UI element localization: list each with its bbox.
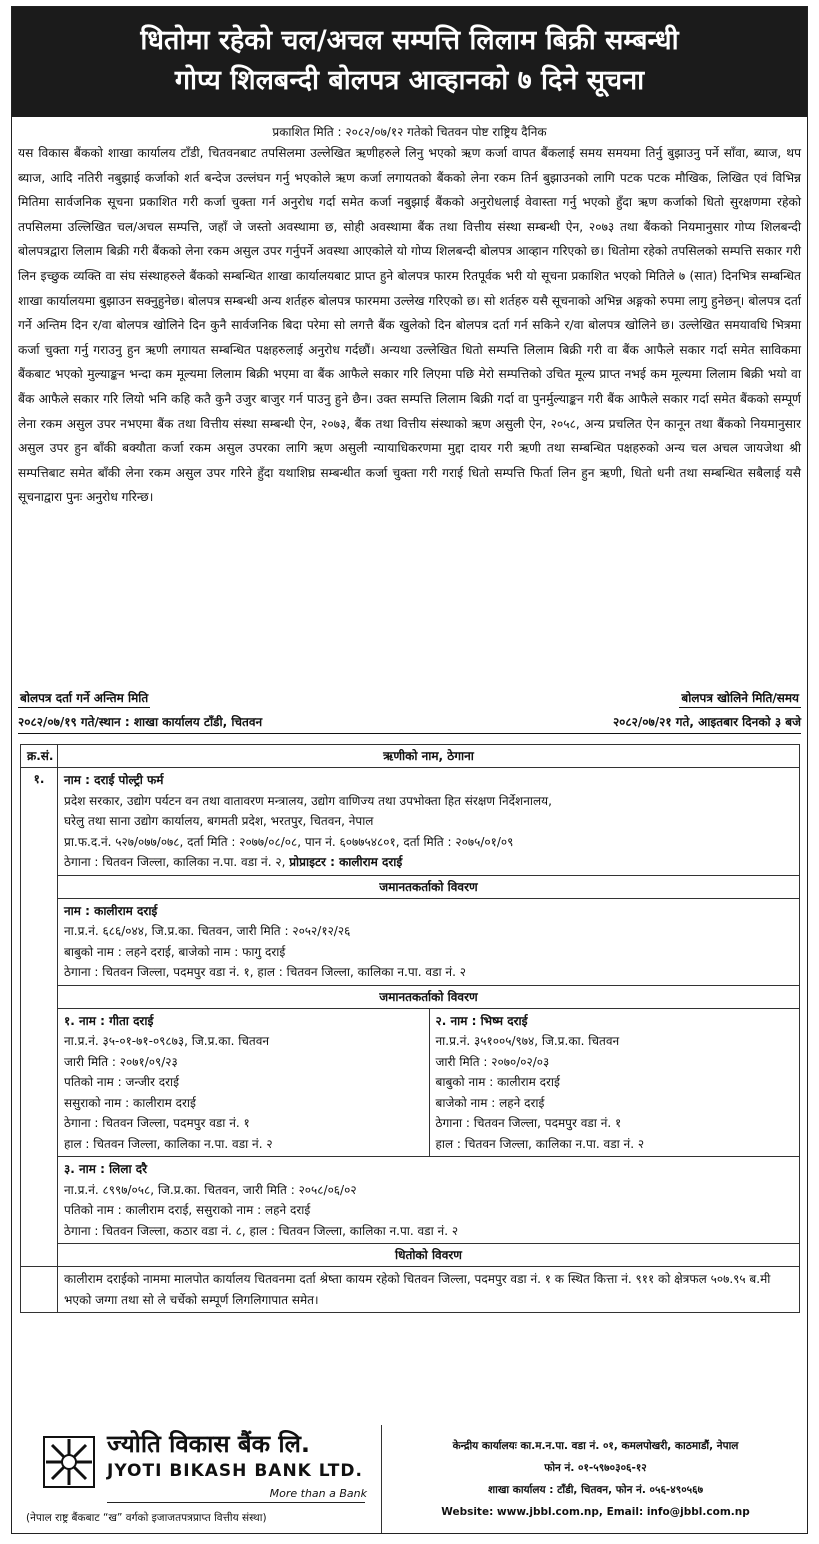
website-email: Website: www.jbbl.com.np, Email: info@jbbl.com.np bbox=[441, 1506, 750, 1518]
serial-number: १. bbox=[21, 768, 58, 1267]
borrower-details bbox=[58, 768, 800, 876]
guarantor-header-row-2 bbox=[21, 985, 800, 1008]
collateral-row bbox=[21, 1267, 800, 1313]
borrower-column-header: ऋणीको नाम, ठेगाना bbox=[58, 745, 800, 768]
guarantor-line: ना.प्र.नं. ८९९७/०५८, जि.प्र.का. चितवन, जारी मिति : २०५८/०६/०२ bbox=[64, 1182, 357, 1197]
guarantor-line: ठेगाना : चितवन जिल्ला, पदमपुर वडा नं. १ bbox=[64, 1116, 250, 1130]
guarantor-pair bbox=[58, 1008, 800, 1157]
collateral-section-header: धितोको विवरण bbox=[58, 1244, 800, 1267]
borrower-address-text: ठेगाना : चितवन जिल्ला, कालिका न.पा. वडा नं. २, bbox=[64, 855, 290, 869]
guarantor-line: ठेगाना : चितवन जिल्ला, कठार वडा नं. ८, हाल : चितवन जिल्ला, कालिका न.पा. वडा नं. २ bbox=[64, 1223, 459, 1238]
submission-deadline-label: बोलपत्र दर्ता गर्ने अन्तिम मिति bbox=[18, 688, 150, 708]
license-note: (नेपाल राष्ट्र बैंकबाट “ख” वर्गको इजाजतपत्रप्राप्त वित्तीय संस्था) bbox=[26, 1512, 267, 1524]
header-title-line-1: धितोमा रहेको चल/अचल सम्पत्ति लिलाम बिक्री सम्बन्धी bbox=[140, 25, 679, 56]
opening-date-label: बोलपत्र खोलिने मिति/समय bbox=[679, 688, 801, 708]
guarantor-card-1 bbox=[58, 1009, 429, 1157]
serial-column-header: क्र.सं. bbox=[21, 745, 58, 768]
guarantor-line: ठेगाना : चितवन जिल्ला, पदमपुर वडा नं. १, हाल : चितवन जिल्ला, कालिका न.पा. वडा नं. २ bbox=[64, 965, 466, 979]
head-office-address: केन्द्रीय कार्यालयः का.म.न.पा. वडा नं. ०१, कमलपोखरी, काठमाडौं, नेपाल bbox=[452, 1440, 739, 1452]
guarantor-header-row bbox=[21, 875, 800, 898]
guarantor-line: हाल : चितवन जिल्ला, कालिका न.पा. वडा नं. २ bbox=[64, 1136, 273, 1151]
guarantor-line: बाजेको नाम : लहने दराई bbox=[435, 1095, 545, 1110]
branch-office: शाखा कार्यालय : टाँडी, चितवन, फोन नं. ०५६-४९०५६७ bbox=[487, 1484, 704, 1496]
guarantor-name: २. नाम : भिष्म दराई bbox=[435, 1013, 528, 1028]
deadline-values bbox=[18, 709, 801, 734]
guarantor-name: नाम : कालीराम दराई bbox=[64, 903, 158, 918]
guarantor-name: १. नाम : गीता दराई bbox=[64, 1013, 154, 1028]
notice-header bbox=[12, 7, 807, 117]
tagline-rule bbox=[107, 1502, 365, 1503]
jyoti-bank-logo-icon bbox=[40, 1433, 98, 1491]
borrower-table bbox=[20, 744, 800, 1313]
bank-name-nepali: ज्योति विकास बैंक लि. bbox=[107, 1430, 310, 1458]
guarantor-main bbox=[58, 898, 800, 985]
guarantor-line: जारी मिति : २०७१/०९/२३ bbox=[64, 1054, 178, 1069]
guarantor-line: ठेगाना : चितवन जिल्ला, पदमपुर वडा नं. १ bbox=[435, 1116, 622, 1130]
guarantor-line: बाबुको नाम : कालीराम दराई bbox=[435, 1075, 560, 1089]
borrower-name: नाम : दराई पोल्ट्री फर्म bbox=[64, 773, 164, 787]
guarantor-line: जारी मिति : २०७०/०२/०३ bbox=[435, 1054, 550, 1069]
bank-name-english: JYOTI BIKASH BANK LTD. bbox=[107, 1461, 363, 1481]
table-row bbox=[21, 768, 800, 876]
head-office-phone: फोन नं. ०१-५९७०३०६-१२ bbox=[544, 1462, 647, 1474]
bank-tagline: More than a Bank bbox=[269, 1487, 367, 1500]
borrower-line: घरेलु तथा साना उद्योग कार्यालय, बगमती प्रदेश, भरतपुर, चितवन, नेपाल bbox=[64, 814, 374, 828]
opening-date-value: २०८२/०७/२१ गते, आइतबार दिनको ३ बजे bbox=[612, 714, 801, 729]
notice-body: यस विकास बैंकको शाखा कार्यालय टाँडी, चितवनबाट तपसिलमा उल्लेखित ऋणीहरुले लिनु भएको ऋण कर्जा वापत बैंकलाई समय समयमा तिर्नु बुझाउनु पर्ने साँवा, ब्याज, थप ब्याज, आदि नतिरी नबुझाई कर्जाको शर्त बन्देज उल्लंघन गर्नु भएकोले ऋण कर्जा लगायतको बैंकको लेना रकम तिर्न बुझाउनको लागि पटक पटक मौखिक, लिखित एवं विभिन्न मितिमा सार्वजनिक सूचना प्रकाशित गरी कर्जा चुक्ता गर्न अनुरोध गर्दा समेत कर्जा नबुझाई बैंकको अनुरोधलाई वेवास्ता गर्नु भएको हुँदा ऋण कर्जाको धितो सुरक्षणमा रहेको तपसिलमा उल्लिखित चल/अचल सम्पत्ति, जहाँ जे जस्तो अवस्थामा छ, सोही अवस्थामा बैंक तथा वित्तीय संस्था सम्बन्धी ऐन, २०७३ तथा बैंकको नियमानुसार गोप्य शिलबन्दी बोलपत्रद्वारा लिलाम बिक्री गरी बैंकको लेना रकम असुल उपर गर्नुपर्ने अवस्था आएकोले यो गोप्य शिलबन्दी बोलपत्र आव्हान गरिएको छ। धितोमा रहेको तपसिलको सम्पत्ति सकार गरी लिन इच्छुक व्यक्ति वा संघ संस्थाहरुले बैंकको सम्बन्धित शाखा कार्यालयबाट प्राप्त हुने बोलपत्र फारम रितपूर्वक भरी यो सूचना प्रकाशित भएको मितिले ७ (सात) दिनभित्र सम्बन्धित शाखा कार्यालयमा बुझाउन सक्नुहुनेछ। बोलपत्र सम्बन्धी अन्य शर्तहरु बोलपत्र फारममा उल्लेख गरिएको छ। सो शर्तहरु यसै सूचनाको अभिन्न अङ्गको रुपमा लागु हुनेछन्। बोलपत्र दर्ता गर्ने अन्तिम दिन र/वा बोलपत्र खोलिने दिन कुनै सार्वजनिक बिदा परेमा सो लगत्तै बैंक खुलेको दिन बोलपत्र दर्ता गर्न सकिने र/वा बोलपत्र खोलिने छ। उल्लेखित समयावधि भित्रमा कर्जा चुक्ता गर्नु गराउनु हुन ऋणी लगायत सम्बन्धित पक्षहरुलाई अनुरोध गर्दछौं। अन्यथा उल्लेखित धितो सम्पत्ति लिलाम बिक्री गरी वा बैंक आफैले सकार गर्दा समेत साविकमा बैंकबाट भएको मुल्याङ्कन भन्दा कम मूल्यमा लिलाम बिक्री भएमा वा बैंक आफैले सकार गरि लिएमा पछि मेरो सम्पत्तिको उचित मूल्य प्राप्त नभई कम मूल्यमा लिलाम बिक्री भयो वा बैंक आफैले सकार गरि लियो भनि कहि कतै कुनै उजुर बाजुर गर्न पाउनु हुने छैन। उक्त सम्पत्ति लिलाम बिक्री गर्दा वा पुनर्मुल्याङ्कन गरी बैंक आफैले सकार गर्दा समेत बैंकको सम्पूर्ण लेना रकम असुल उपर नभएमा बैंक तथा वित्तीय संस्था सम्बन्धी ऐन, २०७३, बैंक तथा वित्तीय संस्थाको ऋण असुली ऐन, २०५८, अन्य प्रचलित ऐन कानून तथा बैंकको नियमानुसार असुल उपर हुन बाँकी बक्यौता कर्जा रकम असुल उपरका लागि ऋण असुली न्यायाधिकरणमा मुद्दा दायर गरी ऋणी तथा सम्बन्धित पक्षहरुको अन्य चल अचल जायजेथा श्री सम्पत्तिबाट समेत बाँकी लेना रकम असुल उपर गरिने हुँदा यथाशिघ्र सम्बन्धीत कर्जा चुक्ता गरी गराई धितो सम्पत्ति फिर्ता लिन हुन ऋणी, धितो धनी तथा सम्बन्धित सबैलाई यसै सूचनाद्वारा पुनः अनुरोध गरिन्छ। bbox=[18, 146, 801, 505]
header-title-line-2: गोप्य शिलबन्दी बोलपत्र आव्हानको ७ दिने सूचना bbox=[174, 65, 645, 96]
guarantor-line: ससुराको नाम : कालीराम दराई bbox=[64, 1095, 196, 1110]
submission-deadline-value: २०८२/०७/१९ गते/स्थान : शाखा कार्यालय टाँडी, चितवन bbox=[18, 714, 263, 729]
collateral-spacer bbox=[21, 1267, 58, 1313]
notice-page bbox=[11, 6, 808, 1534]
guarantor-third-row bbox=[21, 1157, 800, 1244]
guarantor-card-2 bbox=[429, 1009, 800, 1157]
collateral-header-row bbox=[21, 1244, 800, 1267]
guarantor-line: बाबुको नाम : लहने दराई, बाजेको नाम : फागु दराई bbox=[64, 944, 286, 959]
proprietor-name: प्रोप्राइटर : कालीराम दराई bbox=[289, 855, 403, 869]
guarantor-name: ३. नाम : लिला दरै bbox=[64, 1162, 148, 1176]
collateral-details: कालीराम दराईको नाममा मालपोत कार्यालय चितवनमा दर्ता श्रेष्ता कायम रहेको चितवन जिल्ला, पदमपुर वडा नं. १ क स्थित कित्ता नं. ९११ को क्षेत्रफल ५०७.९५ ब.मी भएको जग्गा तथा सो ले चर्चेको सम्पूर्ण लिगलिगापात समेत। bbox=[58, 1267, 800, 1313]
guarantor-line: पतिको नाम : जन्जीर दराई bbox=[64, 1075, 180, 1089]
guarantor-line: पतिको नाम : कालीराम दराई, ससुराको नाम : लहने दराई bbox=[64, 1203, 311, 1217]
guarantor-line: ना.प्र.नं. ३५-०१-७१-०९८७३, जि.प्र.का. चितवन bbox=[64, 1034, 270, 1048]
bank-contact bbox=[382, 1425, 809, 1533]
borrower-address bbox=[64, 852, 793, 873]
guarantor-section-header: जमानतकर्ताको विवरण bbox=[58, 875, 800, 898]
guarantor-line: ना.प्र.नं. ६८६/०४४, जि.प्र.का. चितवन, जारी मिति : २०५२/१२/२६ bbox=[64, 924, 351, 938]
guarantor-card-3 bbox=[58, 1157, 800, 1244]
guarantor-line: ना.प्र.नं. ३५१००५/९७४, जि.प्र.का. चितवन bbox=[435, 1034, 620, 1048]
table-header-row bbox=[21, 745, 800, 768]
notice-footer bbox=[12, 1425, 809, 1533]
guarantor-section-header-2: जमानतकर्ताको विवरण bbox=[58, 985, 800, 1008]
guarantor-pair-row bbox=[21, 1008, 800, 1157]
guarantor-line: हाल : चितवन जिल्ला, कालिका न.पा. वडा नं. २ bbox=[435, 1136, 645, 1151]
deadline-labels bbox=[12, 687, 807, 709]
guarantor-main-row bbox=[21, 898, 800, 985]
bank-branding bbox=[12, 1425, 382, 1533]
publication-date: प्रकाशित मिति : २०८२/०७/१२ गतेको चितवन पोष्ट राष्ट्रिय दैनिक bbox=[272, 125, 547, 139]
borrower-line: प्रा.फ.द.नं. ५२७/०७७/०७८, दर्ता मिति : २०७७/०८/०८, पान नं. ६०७७५४८०१, दर्ता मिति : २०७५/०१/०९ bbox=[64, 834, 514, 849]
borrower-line: प्रदेश सरकार, उद्योग पर्यटन वन तथा वातावरण मन्त्रालय, उद्योग वाणिज्य तथा उपभोक्ता हित संरक्षण निर्देशनालय, bbox=[64, 793, 552, 808]
